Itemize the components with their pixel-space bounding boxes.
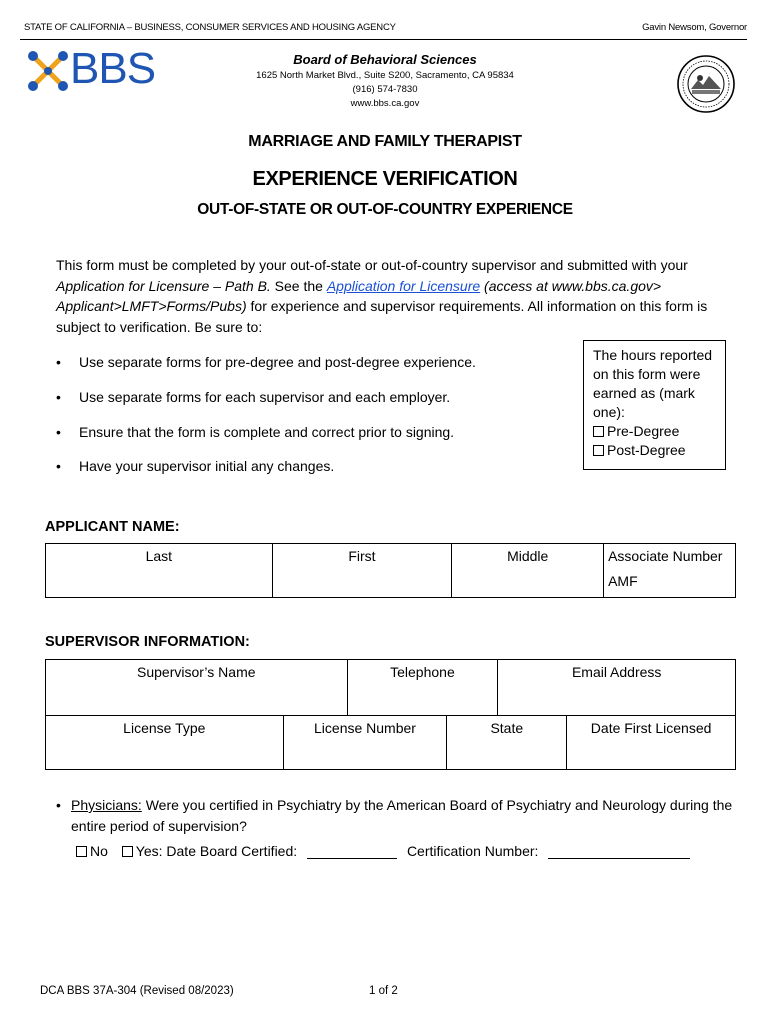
bbs-logo bbox=[26, 44, 176, 93]
telephone-field[interactable] bbox=[347, 660, 498, 716]
last-name-field[interactable] bbox=[46, 544, 273, 598]
post-degree-checkbox[interactable] bbox=[593, 445, 604, 456]
bullet-dot-icon: • bbox=[56, 354, 61, 370]
title-subtitle: OUT-OF-STATE OR OUT-OF-COUNTRY EXPERIENCE bbox=[197, 201, 573, 218]
bullet-dot-icon: • bbox=[56, 424, 61, 440]
intro-paragraph bbox=[56, 255, 716, 337]
form-id: DCA BBS 37A-304 (Revised 08/2023) bbox=[40, 985, 234, 997]
supervisor-info-heading: SUPERVISOR INFORMATION: bbox=[45, 634, 250, 650]
telephone-label: Telephone bbox=[390, 664, 455, 680]
no-option[interactable] bbox=[76, 843, 108, 859]
state-seal-icon bbox=[676, 54, 736, 114]
post-degree-option[interactable] bbox=[593, 441, 716, 460]
email-label: Email Address bbox=[571, 664, 662, 680]
board-website: www.bbs.ca.gov bbox=[350, 98, 420, 109]
board-phone: (916) 574-7830 bbox=[352, 84, 418, 95]
hours-earned-box bbox=[583, 340, 726, 470]
title-form: EXPERIENCE VERIFICATION bbox=[252, 168, 518, 190]
intro-access-path: (access at www.bbs.ca.gov> Applicant>LMFT>Forms/Pubs) bbox=[56, 277, 662, 314]
physicians-question bbox=[56, 795, 736, 836]
physicians-answers bbox=[76, 843, 690, 859]
pre-degree-checkbox[interactable] bbox=[593, 426, 604, 437]
title-profession: MARRIAGE AND FAMILY THERAPIST bbox=[248, 133, 522, 150]
board-name: Board of Behavioral Sciences bbox=[293, 52, 477, 67]
post-degree-label: Post-Degree bbox=[607, 442, 686, 458]
pre-degree-option[interactable] bbox=[593, 422, 716, 441]
last-name-label: Last bbox=[145, 548, 173, 564]
intro-text-2: See the bbox=[270, 277, 327, 294]
no-label: No bbox=[90, 843, 108, 859]
certification-number-field[interactable] bbox=[548, 844, 690, 859]
agency-header-bar bbox=[20, 18, 747, 40]
license-type-label: License Type bbox=[123, 720, 206, 736]
intro-text-1: This form must be completed by your out-of-state or out-of-country supervisor and submitted with your bbox=[56, 257, 688, 273]
physicians-question-text: Were you certified in Psychiatry by the American Board of Psychiatry and Neurology during the entire period of supervision? bbox=[71, 797, 733, 834]
certification-number-label: Certification Number: bbox=[406, 843, 539, 859]
agency-contact-block bbox=[200, 52, 570, 111]
hours-earned-text: The hours reported on this form were earned as (mark one): bbox=[593, 347, 713, 420]
license-type-field[interactable] bbox=[46, 716, 284, 770]
intro-text-3: for experience and supervisor requirements. All information on this form is subject to verification. Be sure to: bbox=[56, 298, 708, 335]
yes-checkbox[interactable] bbox=[122, 846, 133, 857]
supervisor-row-1 bbox=[45, 659, 736, 716]
bullet-dot-icon: • bbox=[56, 389, 61, 405]
bbs-logo-mark-icon bbox=[26, 50, 70, 92]
intro-path-b: Application for Licensure – Path B. bbox=[56, 277, 271, 294]
date-first-licensed-label: Date First Licensed bbox=[590, 720, 712, 736]
license-number-label: License Number bbox=[314, 720, 416, 736]
no-checkbox[interactable] bbox=[76, 846, 87, 857]
application-for-licensure-link[interactable]: Application for Licensure bbox=[326, 277, 481, 294]
date-first-licensed-field[interactable] bbox=[567, 716, 736, 770]
agency-title: STATE OF CALIFORNIA – BUSINESS, CONSUMER SERVICES AND HOUSING AGENCY bbox=[24, 22, 396, 33]
first-name-field[interactable] bbox=[272, 544, 452, 598]
bbs-logo-text: BBS bbox=[70, 44, 156, 93]
license-number-field[interactable] bbox=[283, 716, 447, 770]
date-board-certified-field[interactable] bbox=[307, 844, 397, 859]
bullet-text: Ensure that the form is complete and correct prior to signing. bbox=[79, 424, 455, 440]
middle-name-label: Middle bbox=[507, 548, 549, 564]
bullet-text: Use separate forms for pre-degree and post-degree experience. bbox=[79, 354, 476, 370]
bullet-text: Have your supervisor initial any changes. bbox=[79, 458, 335, 474]
bullet-text: Use separate forms for each supervisor and each employer. bbox=[79, 389, 451, 405]
board-address: 1625 North Market Blvd., Suite S200, Sacramento, CA 95834 bbox=[256, 70, 514, 81]
applicant-name-table bbox=[45, 543, 736, 598]
state-field[interactable] bbox=[447, 716, 567, 770]
applicant-name-heading: APPLICANT NAME: bbox=[45, 519, 180, 535]
bullet-dot-icon: • bbox=[56, 797, 61, 813]
state-label: State bbox=[490, 720, 524, 736]
governor-name: Gavin Newsom, Governor bbox=[642, 22, 747, 33]
physicians-label: Physicians: bbox=[71, 797, 142, 813]
associate-number-field[interactable] bbox=[604, 544, 736, 598]
bullet-dot-icon: • bbox=[56, 458, 61, 474]
first-name-label: First bbox=[348, 548, 376, 564]
page-number: 1 of 2 bbox=[369, 985, 398, 997]
middle-name-field[interactable] bbox=[452, 544, 604, 598]
associate-number-label: Associate Number bbox=[608, 548, 723, 564]
email-field[interactable] bbox=[498, 660, 736, 716]
yes-label: Yes: Date Board Certified: bbox=[135, 843, 298, 859]
yes-option[interactable] bbox=[122, 843, 297, 859]
supervisor-name-label: Supervisor’s Name bbox=[137, 664, 256, 680]
associate-number-prefix: AMF bbox=[608, 573, 638, 589]
supervisor-name-field[interactable] bbox=[46, 660, 348, 716]
supervisor-row-2 bbox=[45, 715, 736, 770]
pre-degree-label: Pre-Degree bbox=[607, 423, 680, 439]
